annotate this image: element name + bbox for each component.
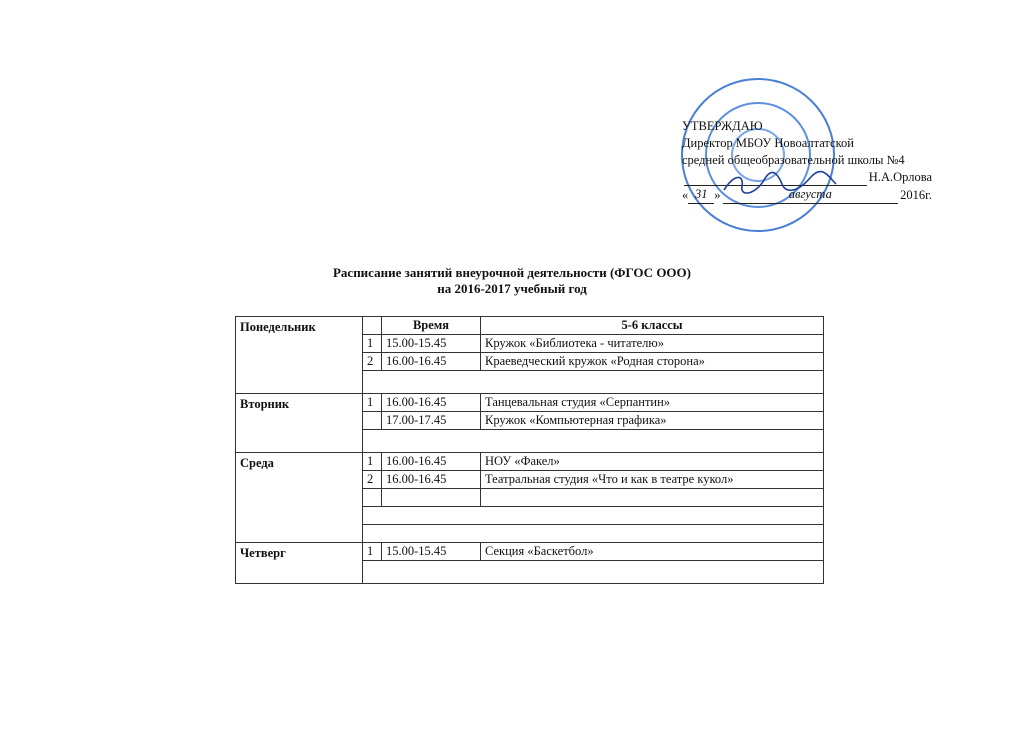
- date-close-quote: »: [714, 188, 721, 202]
- table-row: [236, 394, 824, 412]
- time-cell: 16.00-16.45: [382, 453, 481, 471]
- num-cell: [363, 489, 382, 507]
- approval-year: 2016г.: [900, 188, 932, 202]
- title-line-1: Расписание занятий внеурочной деятельности (ФГОС ООО): [332, 265, 691, 280]
- time-cell: 15.00-15.45: [382, 543, 481, 561]
- table-row: [236, 317, 824, 335]
- empty-cell: [363, 525, 824, 543]
- schedule-table: [235, 316, 824, 584]
- activity-cell: Секция «Баскетбол»: [481, 543, 824, 561]
- header-time: Время: [382, 317, 481, 335]
- table-row: [236, 543, 824, 561]
- activity-cell: НОУ «Факел»: [481, 453, 824, 471]
- document-title: [0, 265, 1024, 297]
- approval-name: Н.А.Орлова: [868, 170, 932, 184]
- handwritten-signature: [720, 170, 840, 196]
- num-cell: 1: [363, 543, 382, 561]
- approval-heading: УТВЕРЖДАЮ: [682, 119, 763, 133]
- table-row: [236, 453, 824, 471]
- num-cell: 1: [363, 394, 382, 412]
- num-cell: 2: [363, 471, 382, 489]
- num-cell: 2: [363, 353, 382, 371]
- date-open-quote: «: [682, 188, 689, 202]
- date-month: августа: [723, 186, 899, 204]
- activity-cell: Краеведческий кружок «Родная сторона»: [481, 353, 824, 371]
- time-cell: 15.00-15.45: [382, 335, 481, 353]
- day-cell: Понедельник: [236, 317, 363, 394]
- empty-cell: [363, 561, 824, 584]
- title-line-2: на 2016-2017 учебный год: [437, 281, 587, 296]
- time-cell: 17.00-17.45: [382, 412, 481, 430]
- day-cell: Четверг: [236, 543, 363, 584]
- approval-line-2: средней общеобразовательной школы №4: [682, 153, 905, 167]
- activity-cell: Кружок «Компьютерная графика»: [481, 412, 824, 430]
- empty-cell: [363, 371, 824, 394]
- num-cell: [363, 412, 382, 430]
- activity-cell: Кружок «Библиотека - читателю»: [481, 335, 824, 353]
- num-cell: [363, 317, 382, 335]
- activity-cell: [481, 489, 824, 507]
- time-cell: 16.00-16.45: [382, 353, 481, 371]
- time-cell: [382, 489, 481, 507]
- time-cell: 16.00-16.45: [382, 394, 481, 412]
- time-cell: 16.00-16.45: [382, 471, 481, 489]
- activity-cell: Театральная студия «Что и как в театре кукол»: [481, 471, 824, 489]
- approval-line-1: Директор МБОУ Новоалтатской: [682, 136, 854, 150]
- date-day: 31: [688, 186, 714, 204]
- num-cell: 1: [363, 453, 382, 471]
- day-cell: Вторник: [236, 394, 363, 453]
- day-cell: Среда: [236, 453, 363, 543]
- activity-cell: Танцевальная студия «Серпантин»: [481, 394, 824, 412]
- num-cell: 1: [363, 335, 382, 353]
- header-classes: 5-6 классы: [481, 317, 824, 335]
- empty-cell: [363, 430, 824, 453]
- empty-cell: [363, 507, 824, 525]
